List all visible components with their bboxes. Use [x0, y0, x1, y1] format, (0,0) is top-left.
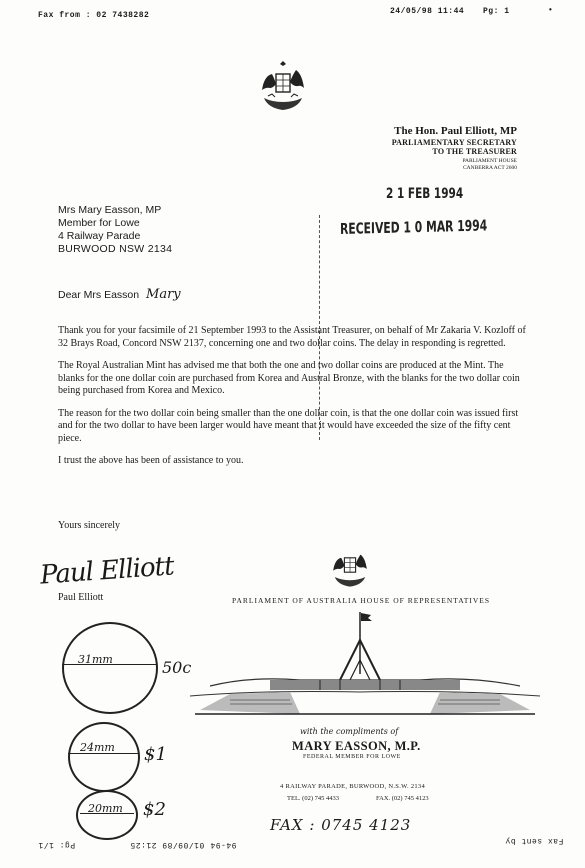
- coin-size-label: 31mm: [78, 653, 113, 666]
- parliament-heading: PARLIAMENT OF AUSTRALIA HOUSE OF REPRESENTATIVES: [232, 596, 491, 605]
- fax-footer-id: 94-94: [210, 840, 237, 849]
- fax-mark: •: [548, 6, 554, 15]
- compliments-name: MARY EASSON, M.P.: [292, 739, 421, 753]
- sender-title-2: TO THE TREASURER: [432, 147, 517, 156]
- letter-body: [58, 325, 528, 468]
- coin-value-label: $2: [143, 799, 166, 820]
- date-stamp: 2 1 FEB 1994: [386, 186, 464, 202]
- coin-value-label: 50c: [162, 658, 192, 677]
- fax-sent-by: Fax sent by: [505, 836, 564, 845]
- coin-value-label: $1: [144, 744, 167, 765]
- compliments-fax: FAX. (02) 745 4123: [376, 795, 429, 802]
- paragraph: I trust the above has been of assistance to you.: [58, 455, 244, 466]
- salutation-handwritten: Mary: [146, 287, 181, 302]
- paragraph: Thank you for your facsimile of 21 September 1993 to the Assistant Treasurer, on behalf of Mr Zakaria V. Kozloff of 32 Brays Road, Concord NSW 2137, concerning one and two dollar coins. The delay in responding is regretted.: [58, 325, 526, 349]
- fax-datetime: 24/05/98 11:44: [390, 7, 465, 16]
- coin-outline-50c: [62, 622, 158, 714]
- fax-number-handwritten: FAX : 0745 4123: [270, 816, 412, 834]
- fax-from: Fax from : 02 7438282: [38, 11, 150, 20]
- fax-page: Pg: 1: [483, 7, 510, 16]
- recipient-line: BURWOOD NSW 2134: [58, 243, 173, 255]
- recipient-line: Mrs Mary Easson, MP: [58, 204, 162, 216]
- signature: Paul Elliott: [39, 551, 175, 591]
- fax-footer-page: Pg: 1/1: [38, 840, 76, 849]
- with-compliments: with the compliments of: [300, 727, 399, 736]
- salutation: [58, 288, 181, 302]
- coin-size-label: 20mm: [88, 802, 123, 815]
- compliments-address: 4 RAILWAY PARADE, BURWOOD, N.S.W. 2134: [280, 783, 426, 790]
- coin-size-label: 24mm: [80, 741, 115, 754]
- sender-address-1: PARLIAMENT HOUSE: [462, 158, 517, 164]
- sender-title-1: PARLIAMENTARY SECRETARY: [391, 138, 517, 147]
- salutation-text: Dear Mrs Easson: [58, 289, 140, 301]
- sender-name: The Hon. Paul Elliott, MP: [394, 125, 517, 137]
- received-stamp: RECEIVED 1 0 MAR 1994: [339, 216, 488, 238]
- parliament-house-illustration: [190, 610, 540, 718]
- closing: Yours sincerely: [58, 520, 121, 531]
- coin-outline-2-dollar: [76, 790, 138, 840]
- compliments-tel: TEL. (02) 745 4433: [287, 795, 339, 802]
- recipient-line: Member for Lowe: [58, 217, 140, 229]
- coat-of-arms-icon: [258, 60, 308, 112]
- fax-footer-datetime: 01/09/89 21:25: [130, 840, 205, 849]
- signatory-name: Paul Elliott: [58, 592, 104, 603]
- compliments-role: FEDERAL MEMBER FOR LOWE: [303, 754, 401, 760]
- recipient-address: [58, 204, 172, 256]
- sender-address-2: CANBERRA ACT 2600: [463, 165, 517, 171]
- paragraph: The reason for the two dollar coin being smaller than the one dollar coin, is that the one dollar coin was issued first and for the two dollar to have been larger would have meant that it would have exceeded the size of the fifty cent piece.: [58, 407, 519, 444]
- paragraph: The Royal Australian Mint has advised me that both the one and two dollar coins are produced at the Mint. The blanks for the one dollar coin are purchased from Korea and Austral Bronze, with the blanks for the two dollar coin being purchased from Korea and Mexico.: [58, 360, 520, 396]
- coat-of-arms-icon: [330, 548, 370, 590]
- recipient-line: 4 Railway Parade: [58, 230, 141, 242]
- coin-outline-1-dollar: [68, 722, 140, 792]
